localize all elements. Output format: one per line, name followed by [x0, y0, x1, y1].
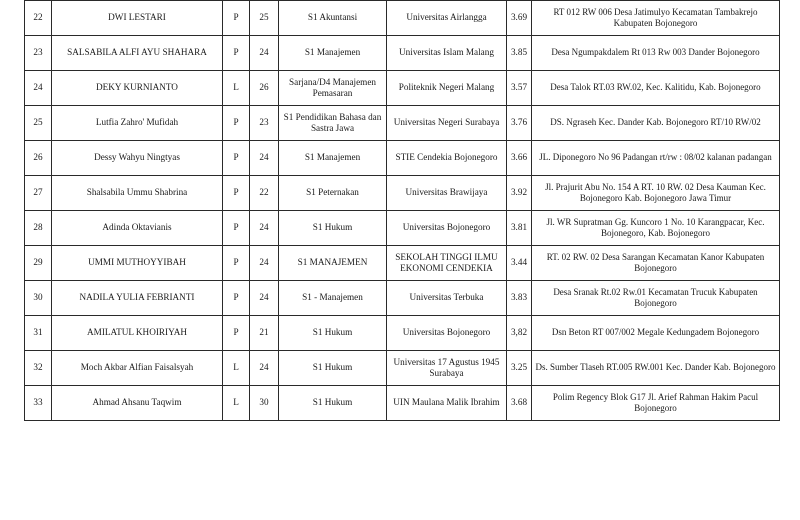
address: Desa Ngumpakdalem Rt 013 Rw 003 Dander Bojonegoro [532, 36, 780, 71]
table-row [25, 211, 780, 246]
gender: L [223, 71, 250, 106]
participant-name: UMMI MUTHOYYIBAH [52, 246, 223, 281]
university: Politeknik Negeri Malang [387, 71, 507, 106]
university: Universitas Bojonegoro [387, 316, 507, 351]
study-program: S1 Peternakan [279, 176, 387, 211]
study-program: S1 Hukum [279, 386, 387, 421]
gender: P [223, 36, 250, 71]
participants-table [24, 0, 780, 421]
table-row [25, 141, 780, 176]
university: Universitas Brawijaya [387, 176, 507, 211]
participant-name: Moch Akbar Alfian Faisalsyah [52, 351, 223, 386]
table-row [25, 1, 780, 36]
row-number: 31 [25, 316, 52, 351]
row-number: 28 [25, 211, 52, 246]
gender: P [223, 141, 250, 176]
study-program: Sarjana/D4 Manajemen Pemasaran [279, 71, 387, 106]
table-row [25, 281, 780, 316]
table-row [25, 386, 780, 421]
gender: L [223, 351, 250, 386]
gpa: 3.69 [507, 1, 532, 36]
gender: P [223, 281, 250, 316]
gpa: 3.85 [507, 36, 532, 71]
gender: P [223, 176, 250, 211]
age: 22 [250, 176, 279, 211]
age: 24 [250, 281, 279, 316]
row-number: 33 [25, 386, 52, 421]
gpa: 3,82 [507, 316, 532, 351]
address: Jl. Prajurit Abu No. 154 A RT. 10 RW. 02 Desa Kauman Kec. Bojonegoro Kab. Bojonegoro Jawa Timur [532, 176, 780, 211]
study-program: S1 Hukum [279, 211, 387, 246]
table-row [25, 316, 780, 351]
study-program: S1 Akuntansi [279, 1, 387, 36]
study-program: S1 - Manajemen [279, 281, 387, 316]
address: Polim Regency Blok G17 Jl. Arief Rahman Hakim Pacul Bojonegoro [532, 386, 780, 421]
age: 24 [250, 211, 279, 246]
gender: L [223, 386, 250, 421]
age: 24 [250, 36, 279, 71]
row-number: 26 [25, 141, 52, 176]
age: 24 [250, 141, 279, 176]
table-row [25, 71, 780, 106]
row-number: 23 [25, 36, 52, 71]
university: Universitas Negeri Surabaya [387, 106, 507, 141]
participant-name: SALSABILA ALFI AYU SHAHARA [52, 36, 223, 71]
university: SEKOLAH TINGGI ILMU EKONOMI CENDEKIA [387, 246, 507, 281]
address: Ds. Sumber Tlaseh RT.005 RW.001 Kec. Dander Kab. Bojonegoro [532, 351, 780, 386]
table-row [25, 176, 780, 211]
age: 26 [250, 71, 279, 106]
age: 23 [250, 106, 279, 141]
university: Universitas Airlangga [387, 1, 507, 36]
study-program: S1 Manajemen [279, 36, 387, 71]
address: JL. Diponegoro No 96 Padangan rt/rw : 08/02 kalanan padangan [532, 141, 780, 176]
participant-name: NADILA YULIA FEBRIANTI [52, 281, 223, 316]
gender: P [223, 246, 250, 281]
university: Universitas Islam Malang [387, 36, 507, 71]
row-number: 22 [25, 1, 52, 36]
address: RT. 02 RW. 02 Desa Sarangan Kecamatan Kanor Kabupaten Bojonegoro [532, 246, 780, 281]
study-program: S1 Manajemen [279, 141, 387, 176]
gpa: 3.83 [507, 281, 532, 316]
participants-table-body [25, 1, 780, 421]
address: Jl. WR Supratman Gg. Kuncoro 1 No. 10 Karangpacar, Kec. Bojonegoro, Kab. Bojonegoro [532, 211, 780, 246]
row-number: 29 [25, 246, 52, 281]
study-program: S1 Pendidikan Bahasa dan Sastra Jawa [279, 106, 387, 141]
age: 21 [250, 316, 279, 351]
gpa: 3.25 [507, 351, 532, 386]
row-number: 32 [25, 351, 52, 386]
university: STIE Cendekia Bojonegoro [387, 141, 507, 176]
university: Universitas 17 Agustus 1945 Surabaya [387, 351, 507, 386]
gender: P [223, 316, 250, 351]
row-number: 30 [25, 281, 52, 316]
participant-name: DWI LESTARI [52, 1, 223, 36]
participant-name: Adinda Oktavianis [52, 211, 223, 246]
row-number: 27 [25, 176, 52, 211]
gpa: 3.76 [507, 106, 532, 141]
age: 25 [250, 1, 279, 36]
gpa: 3.66 [507, 141, 532, 176]
age: 24 [250, 351, 279, 386]
participant-name: Lutfia Zahro' Mufidah [52, 106, 223, 141]
participant-name: DEKY KURNIANTO [52, 71, 223, 106]
table-row [25, 36, 780, 71]
gender: P [223, 106, 250, 141]
university: Universitas Terbuka [387, 281, 507, 316]
gpa: 3.92 [507, 176, 532, 211]
address: DS. Ngraseh Kec. Dander Kab. Bojonegoro RT/10 RW/02 [532, 106, 780, 141]
gender: P [223, 211, 250, 246]
university: UIN Maulana Malik Ibrahim [387, 386, 507, 421]
study-program: S1 Hukum [279, 351, 387, 386]
table-row [25, 351, 780, 386]
address: Desa Talok RT.03 RW.02, Kec. Kalitidu, Kab. Bojonegoro [532, 71, 780, 106]
university: Universitas Bojonegoro [387, 211, 507, 246]
gpa: 3.68 [507, 386, 532, 421]
participant-name: AMILATUL KHOIRIYAH [52, 316, 223, 351]
age: 30 [250, 386, 279, 421]
participant-name: Dessy Wahyu Ningtyas [52, 141, 223, 176]
address: Desa Sranak Rt.02 Rw.01 Kecamatan Trucuk Kabupaten Bojonegoro [532, 281, 780, 316]
age: 24 [250, 246, 279, 281]
participant-name: Ahmad Ahsanu Taqwim [52, 386, 223, 421]
gpa: 3.81 [507, 211, 532, 246]
gpa: 3.44 [507, 246, 532, 281]
table-row [25, 106, 780, 141]
address: RT 012 RW 006 Desa Jatimulyo Kecamatan Tambakrejo Kabupaten Bojonegoro [532, 1, 780, 36]
study-program: S1 MANAJEMEN [279, 246, 387, 281]
participant-name: Shalsabila Ummu Shabrina [52, 176, 223, 211]
gpa: 3.57 [507, 71, 532, 106]
study-program: S1 Hukum [279, 316, 387, 351]
address: Dsn Beton RT 007/002 Megale Kedungadem Bojonegoro [532, 316, 780, 351]
table-row [25, 246, 780, 281]
row-number: 24 [25, 71, 52, 106]
gender: P [223, 1, 250, 36]
row-number: 25 [25, 106, 52, 141]
